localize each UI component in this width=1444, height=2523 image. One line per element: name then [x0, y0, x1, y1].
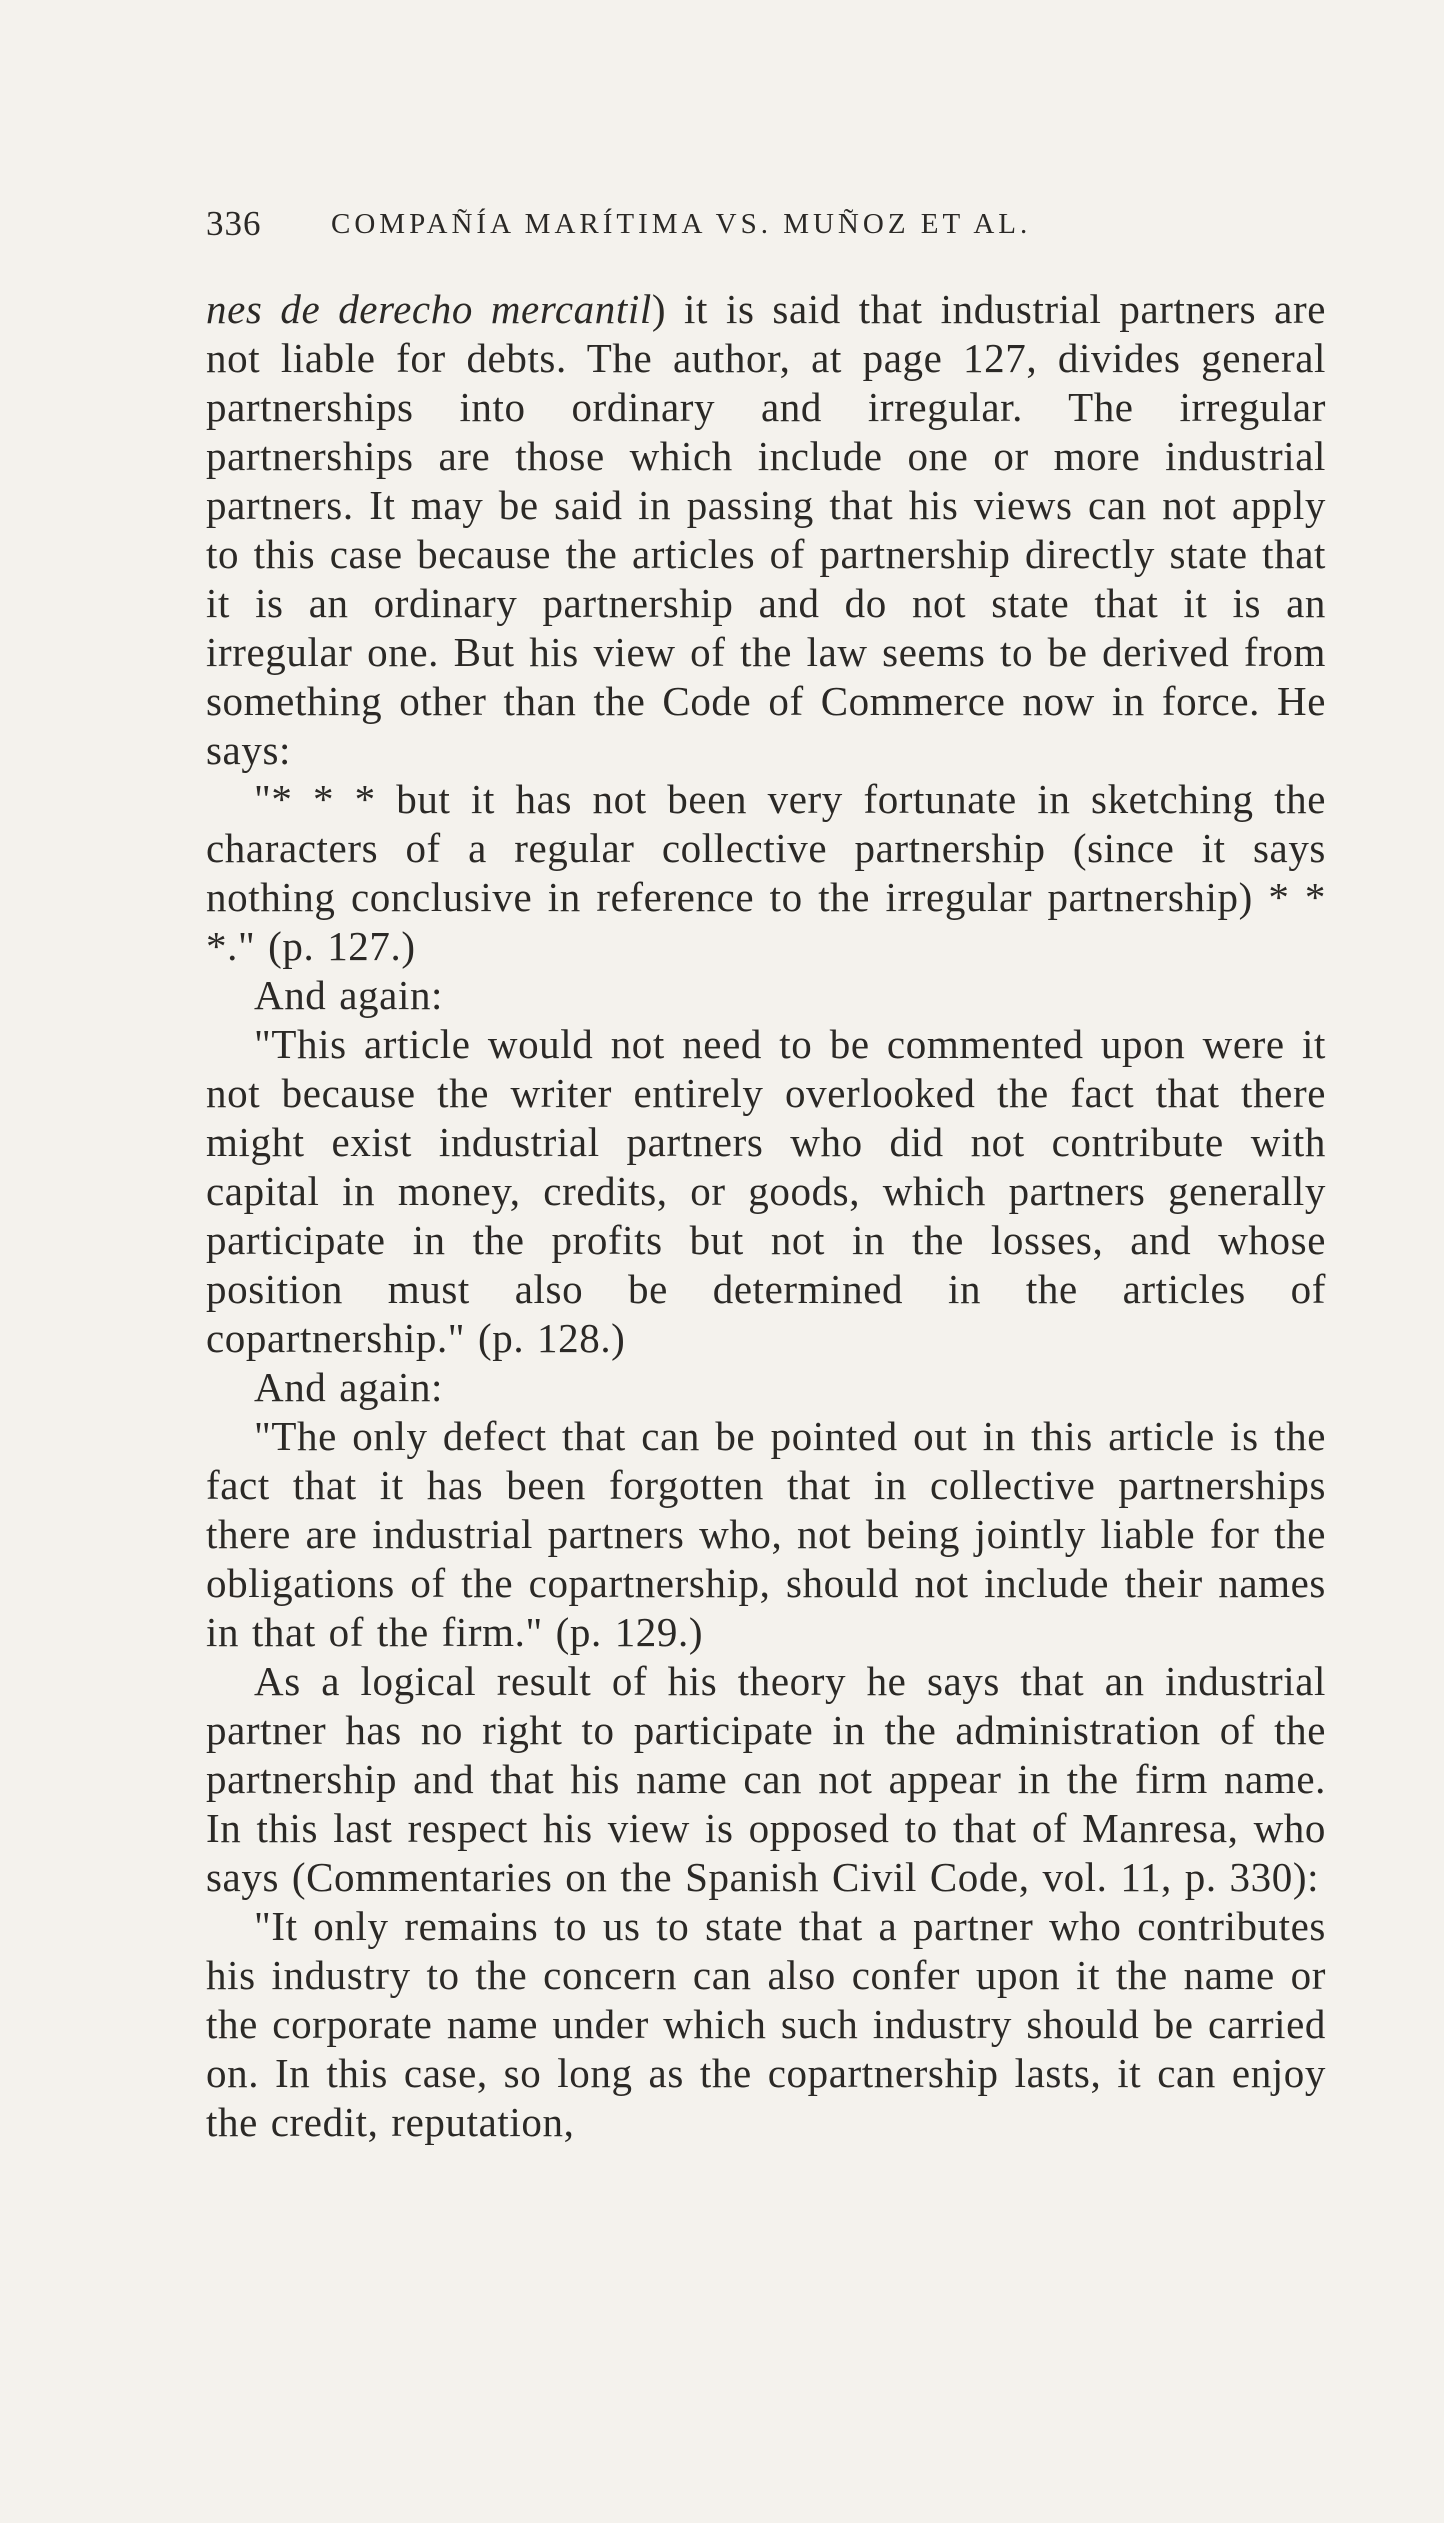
page-header: [206, 204, 1326, 254]
paragraph-1-italic: nes de derecho mercantil: [206, 286, 652, 332]
paragraph-8: "It only remains to us to state that a partner who contributes his industry to the concern can also confer upon it the name or the corporate name under which such industry should be carried on. In this case, so long as the copartnership lasts, it can enjoy the credit, reputation,: [206, 1903, 1326, 2145]
paragraph-3: And again:: [254, 972, 444, 1018]
paragraph-4: "This article would not need to be commented upon were it not because the writer entirely overlooked the fact that there might exist industrial partners who did not contribute with capital in money, credits, or goods, which partners generally participate in the profits but not in the losses, and whose position must also be determined in the articles of copartnership." (p. 128.): [206, 1021, 1326, 1361]
paragraph-5: And again:: [254, 1364, 444, 1410]
paragraph-2: "* * * but it has not been very fortunate in sketching the characters of a regular collective partnership (since it says nothing conclusive in reference to the irregular partnership) * * *." (p. 127.): [206, 776, 1326, 969]
paragraph-1-text: ) it is said that industrial partners are not liable for debts. The author, at page 127, divides general partnerships into ordinary and irregular. The irregular partnerships are those which include one or more industrial partners. It may be said in passing that his views can not apply to this case because the articles of partnership directly state that it is an ordinary partnership and do not state that it is an irregular one. But his view of the law seems to be derived from something other than the Code of Commerce now in force. He says:: [206, 286, 1327, 773]
running-head: COMPAÑÍA MARÍTIMA VS. MUÑOZ ET AL.: [331, 208, 1032, 240]
page-number: 336: [206, 204, 262, 243]
paragraph-7: As a logical result of his theory he says that an industrial partner has no right to participate in the administration of the partnership and that his name can not appear in the firm name. In this last respect his view is opposed to that of Manresa, who says (Commentaries on the Spanish Civil Code, vol. 11, p. 330):: [206, 1658, 1326, 1900]
document-body: [206, 285, 1326, 2147]
paragraph-6: "The only defect that can be pointed out in this article is the fact that it has been forgotten that in collective partnerships there are industrial partners who, not being jointly liable for the obligations of the copartnership, should not include their names in that of the firm." (p. 129.): [206, 1413, 1326, 1655]
paragraph-1: [206, 285, 1326, 775]
